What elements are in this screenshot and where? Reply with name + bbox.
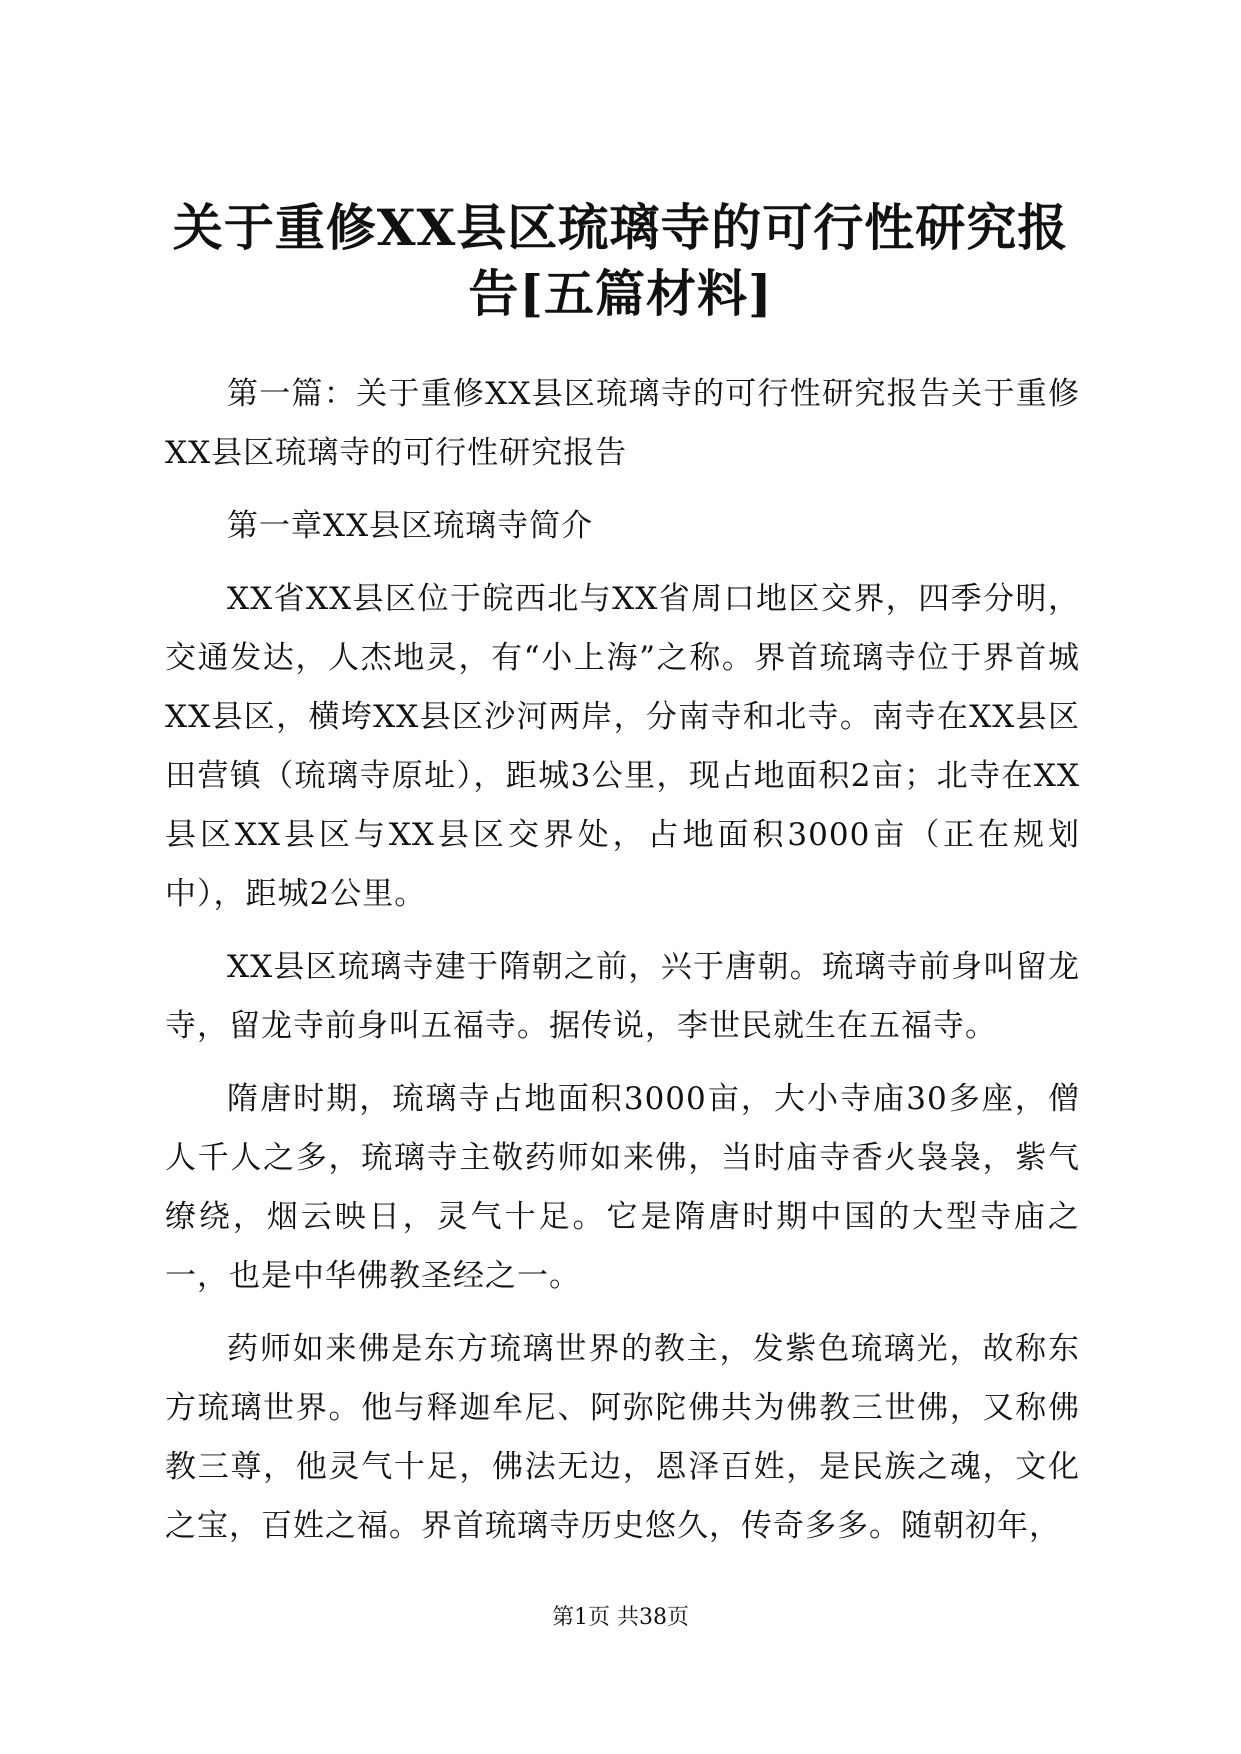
document-body [165, 365, 1080, 1570]
paragraph: 药师如来佛是东方琉璃世界的教主，发紫色琉璃光，故称东方琉璃世界。他与释迦牟尼、阿弥陀佛共为佛教三世佛，又称佛教三尊，他灵气十足，佛法无边，恩泽百姓，是民族之魂，文化之宝，百姓之福。界首琉璃寺历史悠久，传奇多多。随朝初年， [165, 1331, 1080, 1544]
paragraph: 第一篇：关于重修XX县区琉璃寺的可行性研究报告关于重修XX县区琉璃寺的可行性研究报告 [165, 376, 1080, 471]
page-number-footer: 第1页 共38页 [552, 1605, 689, 1630]
paragraph: XX县区琉璃寺建于隋朝之前，兴于唐朝。琉璃寺前身叫留龙寺，留龙寺前身叫五福寺。据传说，李世民就生在五福寺。 [165, 949, 1080, 1044]
paragraph: 第一章XX县区琉璃寺简介 [227, 508, 594, 544]
paragraph: 隋唐时期，琉璃寺占地面积3000亩，大小寺庙30多座，僧人千人之多，琉璃寺主敬药师如来佛，当时庙寺香火袅袅，紫气缭绕，烟云映日，灵气十足。它是隋唐时期中国的大型寺庙之一，也是中华佛教圣经之一。 [165, 1081, 1080, 1294]
document-title: 关于重修XX县区琉璃寺的可行性研究报告[五篇材料] [172, 198, 1069, 323]
paragraph: XX省XX县区位于皖西北与XX省周口地区交界，四季分明，交通发达，人杰地灵，有“小上海”之称。界首琉璃寺位于界首城XX县区，横垮XX县区沙河两岸，分南寺和北寺。南寺在XX县区田营镇（琉璃寺原址），距城3公里，现占地面积2亩；北寺在XX县区XX县区与XX县区交界处，占地面积3000亩（正在规划中），距城2公里。 [165, 581, 1080, 912]
